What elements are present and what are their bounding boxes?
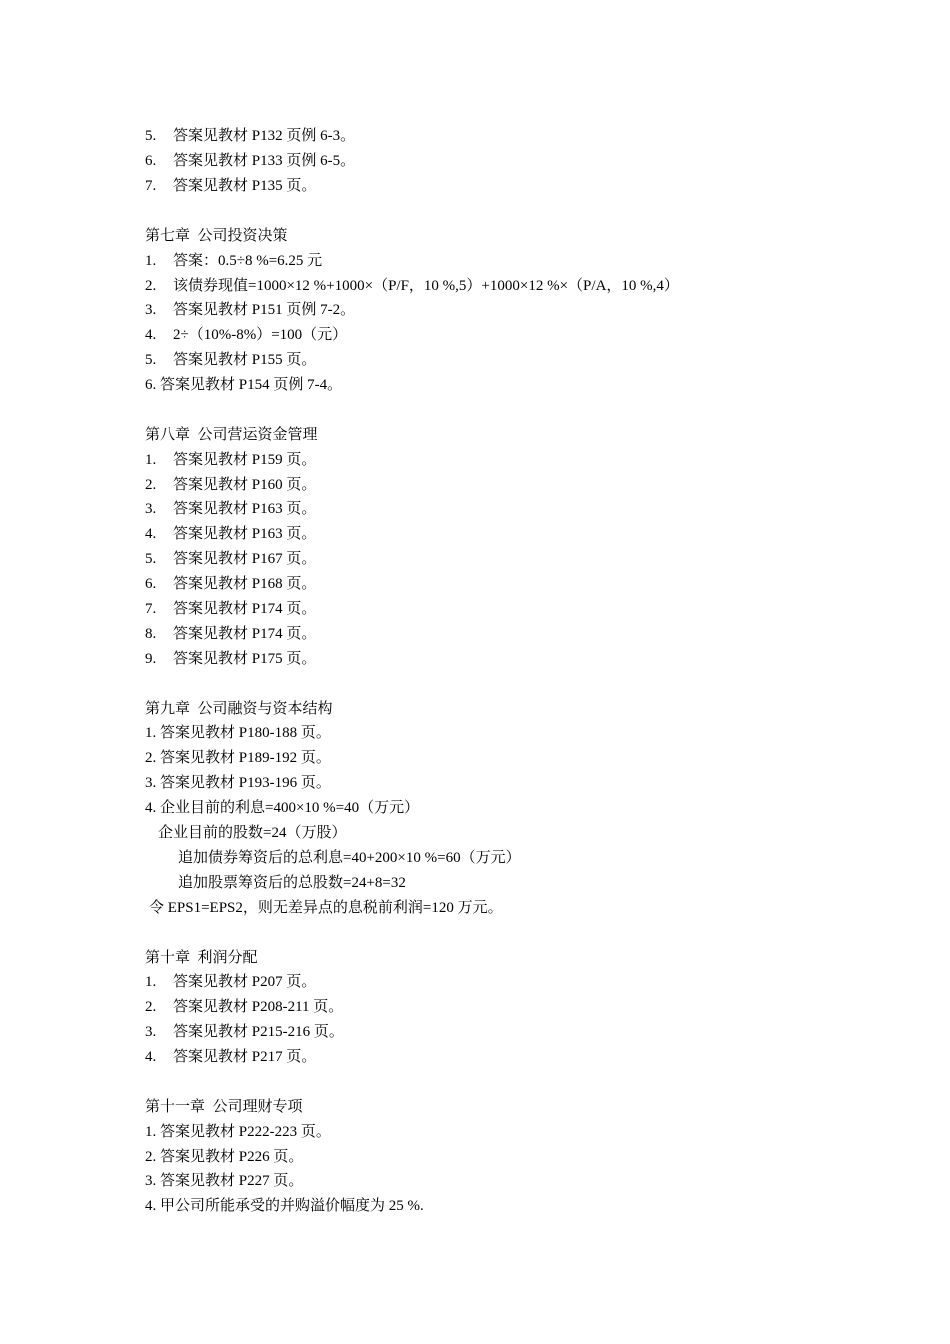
calc-line: 追加股票筹资后的总股数=24+8=32 xyxy=(178,875,406,891)
list-item: 6. 答案见教材 P133 页例 6-5。 xyxy=(145,153,356,169)
list-item: 5. 答案见教材 P132 页例 6-3。 xyxy=(145,128,356,144)
list-item: 3. 答案见教材 P151 页例 7-2。 xyxy=(145,302,356,318)
chapter-9-title: 第九章 公司融资与资本结构 xyxy=(145,701,333,717)
list-item: 1. 答案见教材 P180-188 页。 xyxy=(145,725,331,741)
list-item: 7. 答案见教材 P174 页。 xyxy=(145,601,317,617)
list-item: 4. 答案见教材 P163 页。 xyxy=(145,526,317,542)
list-item: 3. 答案见教材 P193-196 页。 xyxy=(145,775,331,791)
list-item: 1. 答案见教材 P222-223 页。 xyxy=(145,1124,331,1140)
chapter-7-title: 第七章 公司投资决策 xyxy=(145,228,288,244)
list-item: 3. 答案见教材 P163 页。 xyxy=(145,501,317,517)
list-item: 4. 甲公司所能承受的并购溢价幅度为 25 %. xyxy=(145,1198,424,1214)
list-item: 2. 答案见教材 P189-192 页。 xyxy=(145,750,331,766)
calc-line: 追加债券筹资后的总利息=40+200×10 %=60（万元） xyxy=(178,850,521,866)
list-item: 5. 答案见教材 P167 页。 xyxy=(145,551,317,567)
list-item: 1. 答案：0.5÷8 %=6.25 元 xyxy=(145,253,323,269)
list-item: 6. 答案见教材 P168 页。 xyxy=(145,576,317,592)
list-item: 5. 答案见教材 P155 页。 xyxy=(145,352,317,368)
list-item: 4. 2÷（10%-8%）=100（元） xyxy=(145,327,348,343)
list-item: 2. 答案见教材 P208-211 页。 xyxy=(145,999,344,1015)
list-item: 2. 该债券现值=1000×12 %+1000×（P/F，10 %,5）+1000×12 %×（P/A，10 %,4） xyxy=(145,278,679,294)
chapter-11-title: 第十一章 公司理财专项 xyxy=(145,1099,303,1115)
calc-line: 企业目前的股数=24（万股） xyxy=(158,825,347,841)
list-item: 2. 答案见教材 P226 页。 xyxy=(145,1149,304,1165)
chapter-8-title: 第八章 公司营运资金管理 xyxy=(145,427,318,443)
list-item: 4. 企业目前的利息=400×10 %=40（万元） xyxy=(145,800,420,816)
list-item: 8. 答案见教材 P174 页。 xyxy=(145,626,317,642)
list-item: 9. 答案见教材 P175 页。 xyxy=(145,651,317,667)
list-item: 4. 答案见教材 P217 页。 xyxy=(145,1049,317,1065)
list-item: 1. 答案见教材 P207 页。 xyxy=(145,974,317,990)
chapter-10-title: 第十章 利润分配 xyxy=(145,950,258,966)
list-item: 3. 答案见教材 P227 页。 xyxy=(145,1173,304,1189)
list-item: 2. 答案见教材 P160 页。 xyxy=(145,477,317,493)
list-item: 3. 答案见教材 P215-216 页。 xyxy=(145,1024,344,1040)
list-item: 7. 答案见教材 P135 页。 xyxy=(145,178,317,194)
list-item: 1. 答案见教材 P159 页。 xyxy=(145,452,317,468)
list-item: 6. 答案见教材 P154 页例 7-4。 xyxy=(145,377,343,393)
calc-line: 令 EPS1=EPS2，则无差异点的息税前利润=120 万元。 xyxy=(149,900,503,916)
